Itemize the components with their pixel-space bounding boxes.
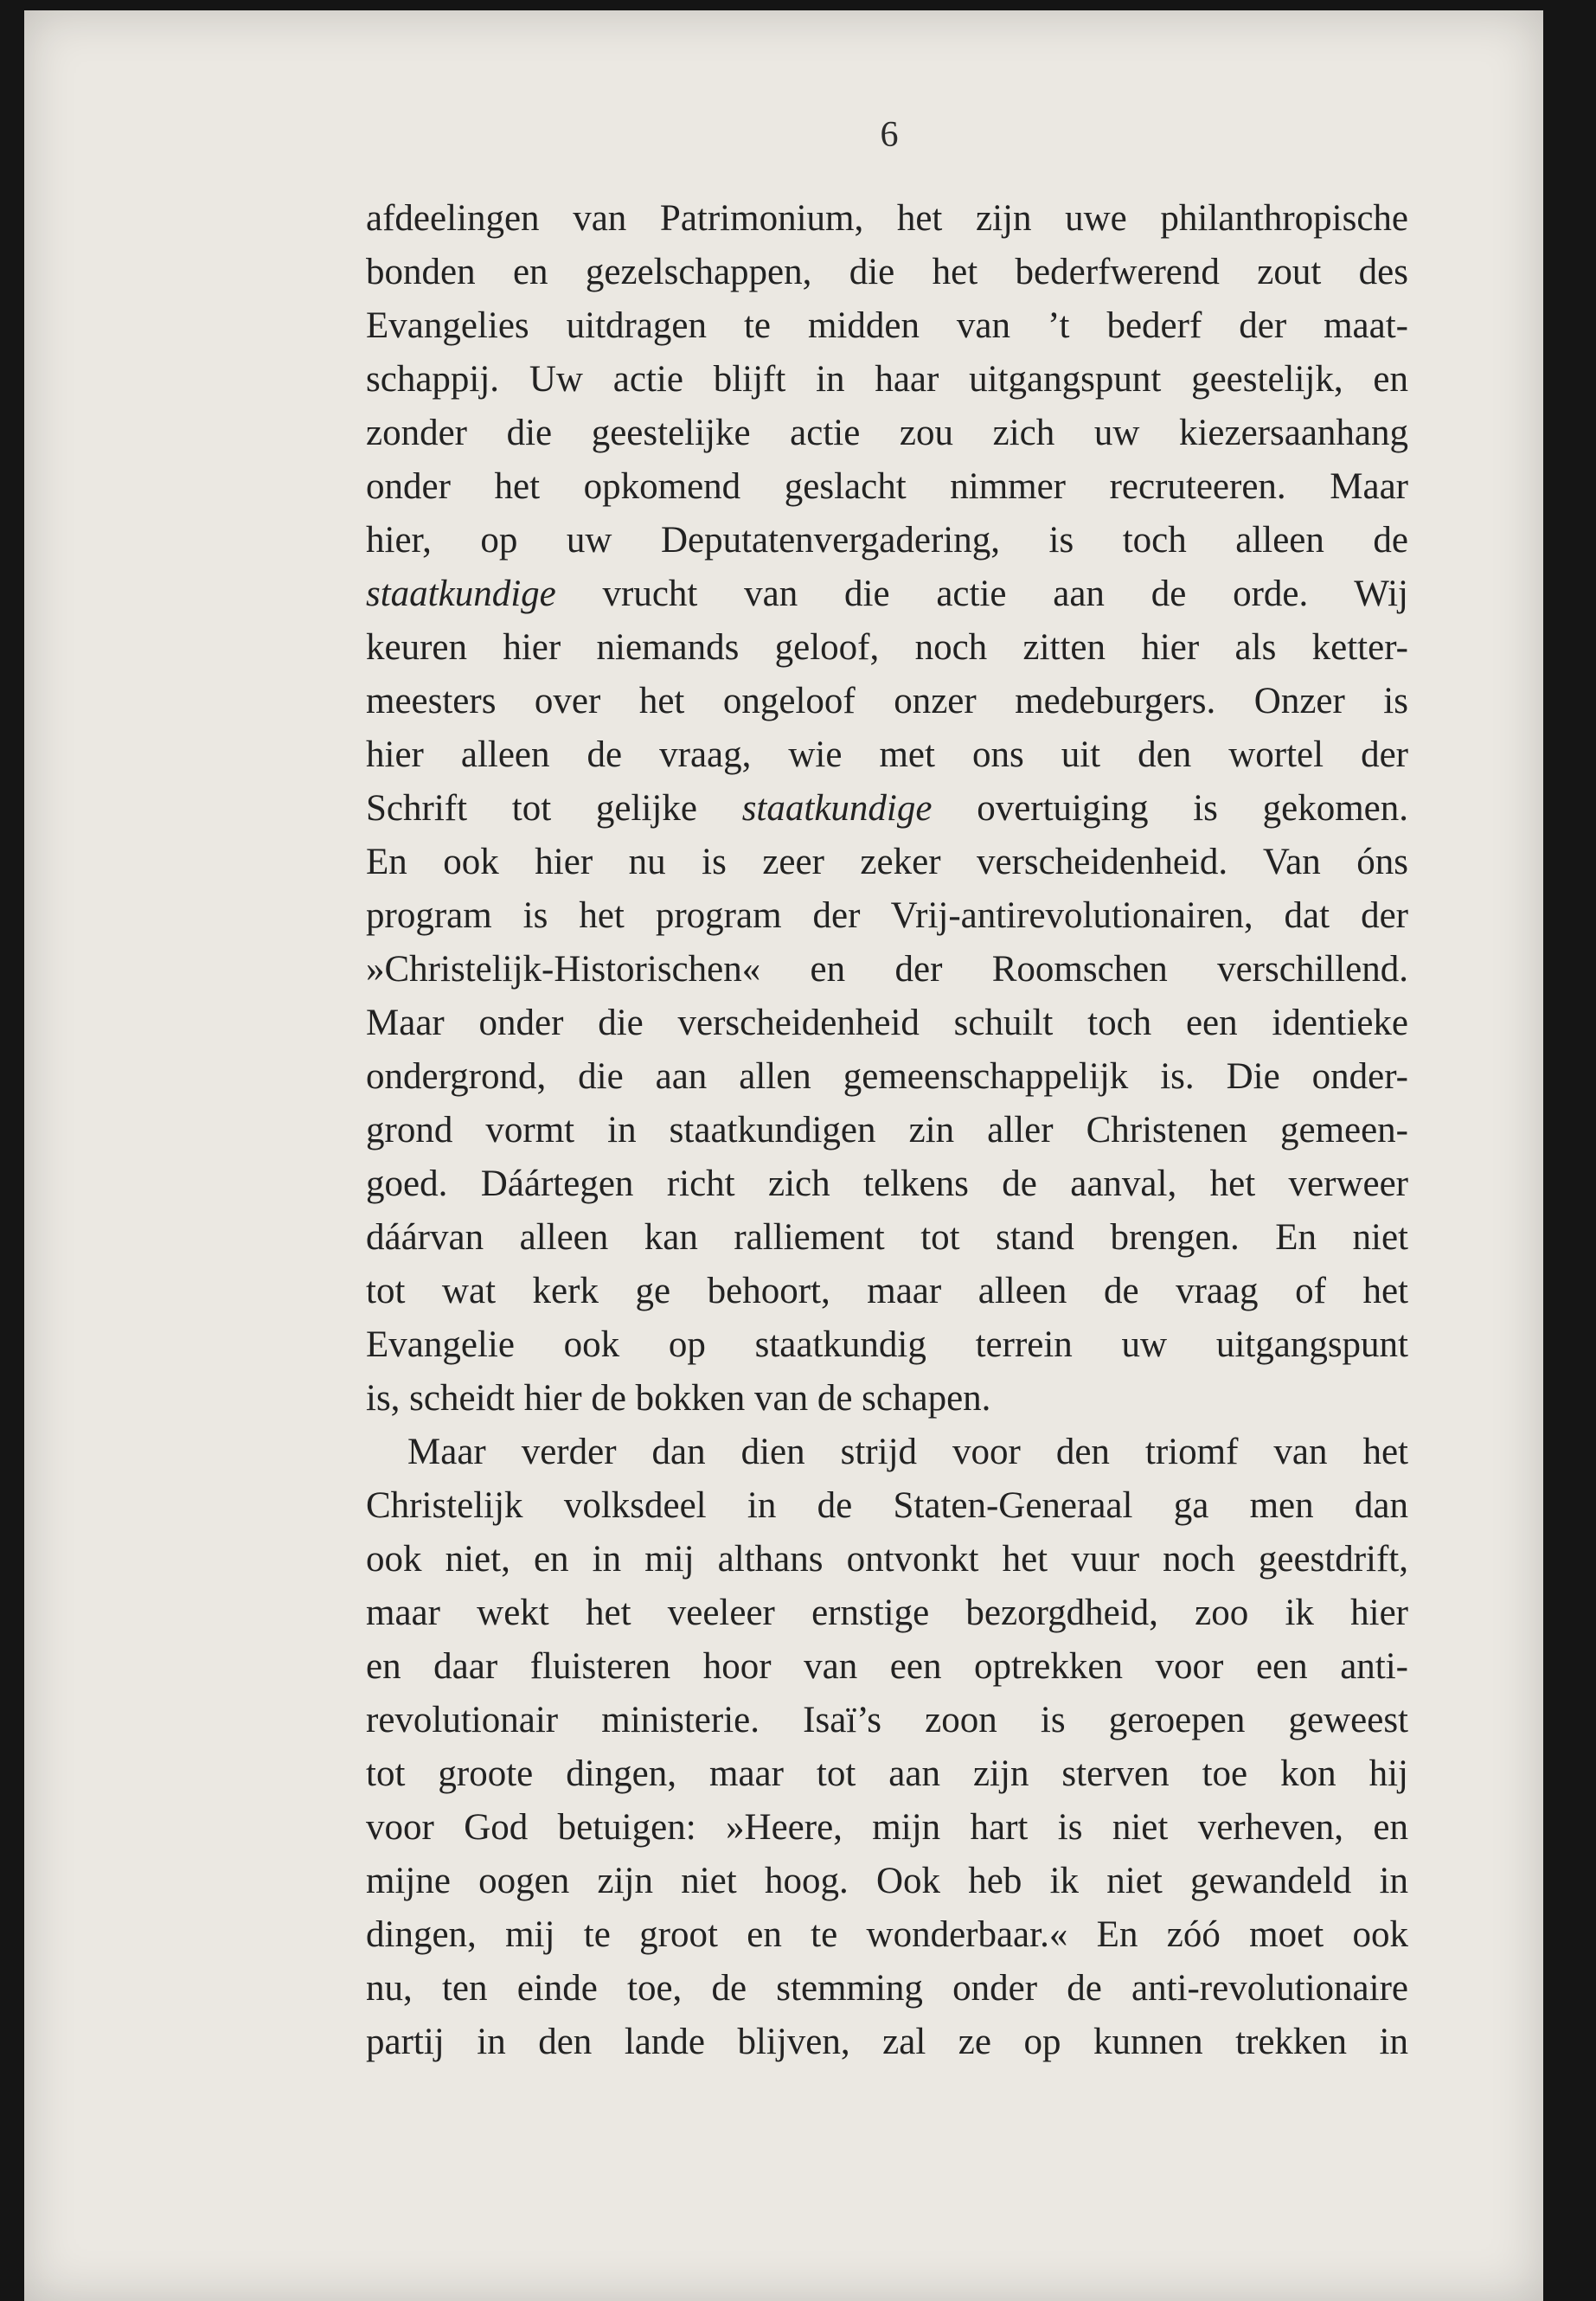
text-line: hier alleen de vraag, wie met ons uit den wortel der bbox=[366, 734, 1408, 775]
italic-word: staatkundige bbox=[741, 788, 933, 829]
text-line bbox=[366, 567, 1408, 621]
text-line bbox=[366, 782, 1408, 836]
text-line: hier, op uw Deputatenvergadering, is toch alleen de bbox=[366, 520, 1408, 561]
page-text bbox=[366, 192, 1408, 2069]
book-page bbox=[24, 10, 1543, 2301]
page-number: 6 bbox=[880, 115, 899, 155]
text-line: zonder die geestelijke actie zou zich uw kiezersaanhang bbox=[366, 413, 1408, 453]
line-start: Schrift tot gelijke bbox=[366, 788, 742, 829]
text-line: En ook hier nu is zeer zeker verscheidenheid. Van óns bbox=[366, 842, 1408, 882]
text-line: tot wat kerk ge behoort, maar alleen de vraag of het bbox=[366, 1271, 1408, 1311]
text-line: meesters over het ongeloof onzer medeburgers. Onzer is bbox=[366, 681, 1408, 721]
text-line: Evangelie ook op staatkundig terrein uw uitgangspunt bbox=[366, 1324, 1408, 1365]
text-line: tot groote dingen, maar tot aan zijn sterven toe kon hij bbox=[366, 1753, 1408, 1794]
line-end: overtuiging is gekomen. bbox=[932, 788, 1409, 829]
text-line: Christelijk volksdeel in de Staten-Generaal ga men dan bbox=[366, 1485, 1408, 1526]
text-line: dingen, mij te groot en te wonderbaar.« En zóó moet ook bbox=[366, 1914, 1408, 1955]
paragraph-2 bbox=[366, 1426, 1408, 2069]
text-line: Maar onder die verscheidenheid schuilt toch een identieke bbox=[366, 1003, 1408, 1043]
text-line: revolutionair ministerie. Isaï’s zoon is geroepen geweest bbox=[366, 1700, 1408, 1740]
text-line: voor God betuigen: »Heere, mijn hart is niet verheven, en bbox=[366, 1807, 1408, 1848]
text-line: grond vormt in staatkundigen zin aller Christenen gemeen- bbox=[366, 1110, 1408, 1150]
text-line: mijne oogen zijn niet hoog. Ook heb ik niet gewandeld in bbox=[366, 1861, 1408, 1901]
italic-word: staatkundige bbox=[366, 574, 556, 614]
text-line: program is het program der Vrij-antirevolutionairen, dat der bbox=[366, 895, 1408, 936]
text-line: keuren hier niemands geloof, noch zitten hier als ketter- bbox=[366, 627, 1408, 668]
text-line: schappij. Uw actie blijft in haar uitgangspunt geestelijk, en bbox=[366, 359, 1408, 400]
text-line: Evangelies uitdragen te midden van ’t bederf der maat- bbox=[366, 305, 1408, 346]
text-line: ook niet, en in mij althans ontvonkt het vuur noch geestdrift, bbox=[366, 1539, 1408, 1580]
text-line: en daar fluisteren hoor van een optrekken voor een anti- bbox=[366, 1646, 1408, 1687]
text-line: nu, ten einde toe, de stemming onder de anti-revolutionaire bbox=[366, 1968, 1408, 2009]
text-line: Maar verder dan dien strijd voor den triomf van het bbox=[407, 1432, 1408, 1472]
text-line: ondergrond, die aan allen gemeenschappelijk is. Die onder- bbox=[366, 1056, 1408, 1097]
text-line: bonden en gezelschappen, die het bederfwerend zout des bbox=[366, 252, 1408, 292]
text-line: dáárvan alleen kan ralliement tot stand brengen. En niet bbox=[366, 1217, 1408, 1258]
text-line: partij in den lande blijven, zal ze op kunnen trekken in bbox=[366, 2022, 1408, 2062]
paragraph-1 bbox=[366, 192, 1408, 1426]
text-line: onder het opkomend geslacht nimmer recruteeren. Maar bbox=[366, 466, 1408, 507]
text-line: maar wekt het veeleer ernstige bezorgdheid, zoo ik hier bbox=[366, 1593, 1408, 1633]
text-line: afdeelingen van Patrimonium, het zijn uwe philanthropische bbox=[366, 198, 1408, 239]
line-rest: vrucht van die actie aan de orde. Wij bbox=[555, 574, 1408, 614]
text-line: »Christelijk-Historischen« en der Roomschen verschillend. bbox=[366, 949, 1408, 990]
text-line: is, scheidt hier de bokken van de schapen. bbox=[366, 1378, 991, 1419]
text-line: goed. Dáártegen richt zich telkens de aanval, het verweer bbox=[366, 1163, 1408, 1204]
